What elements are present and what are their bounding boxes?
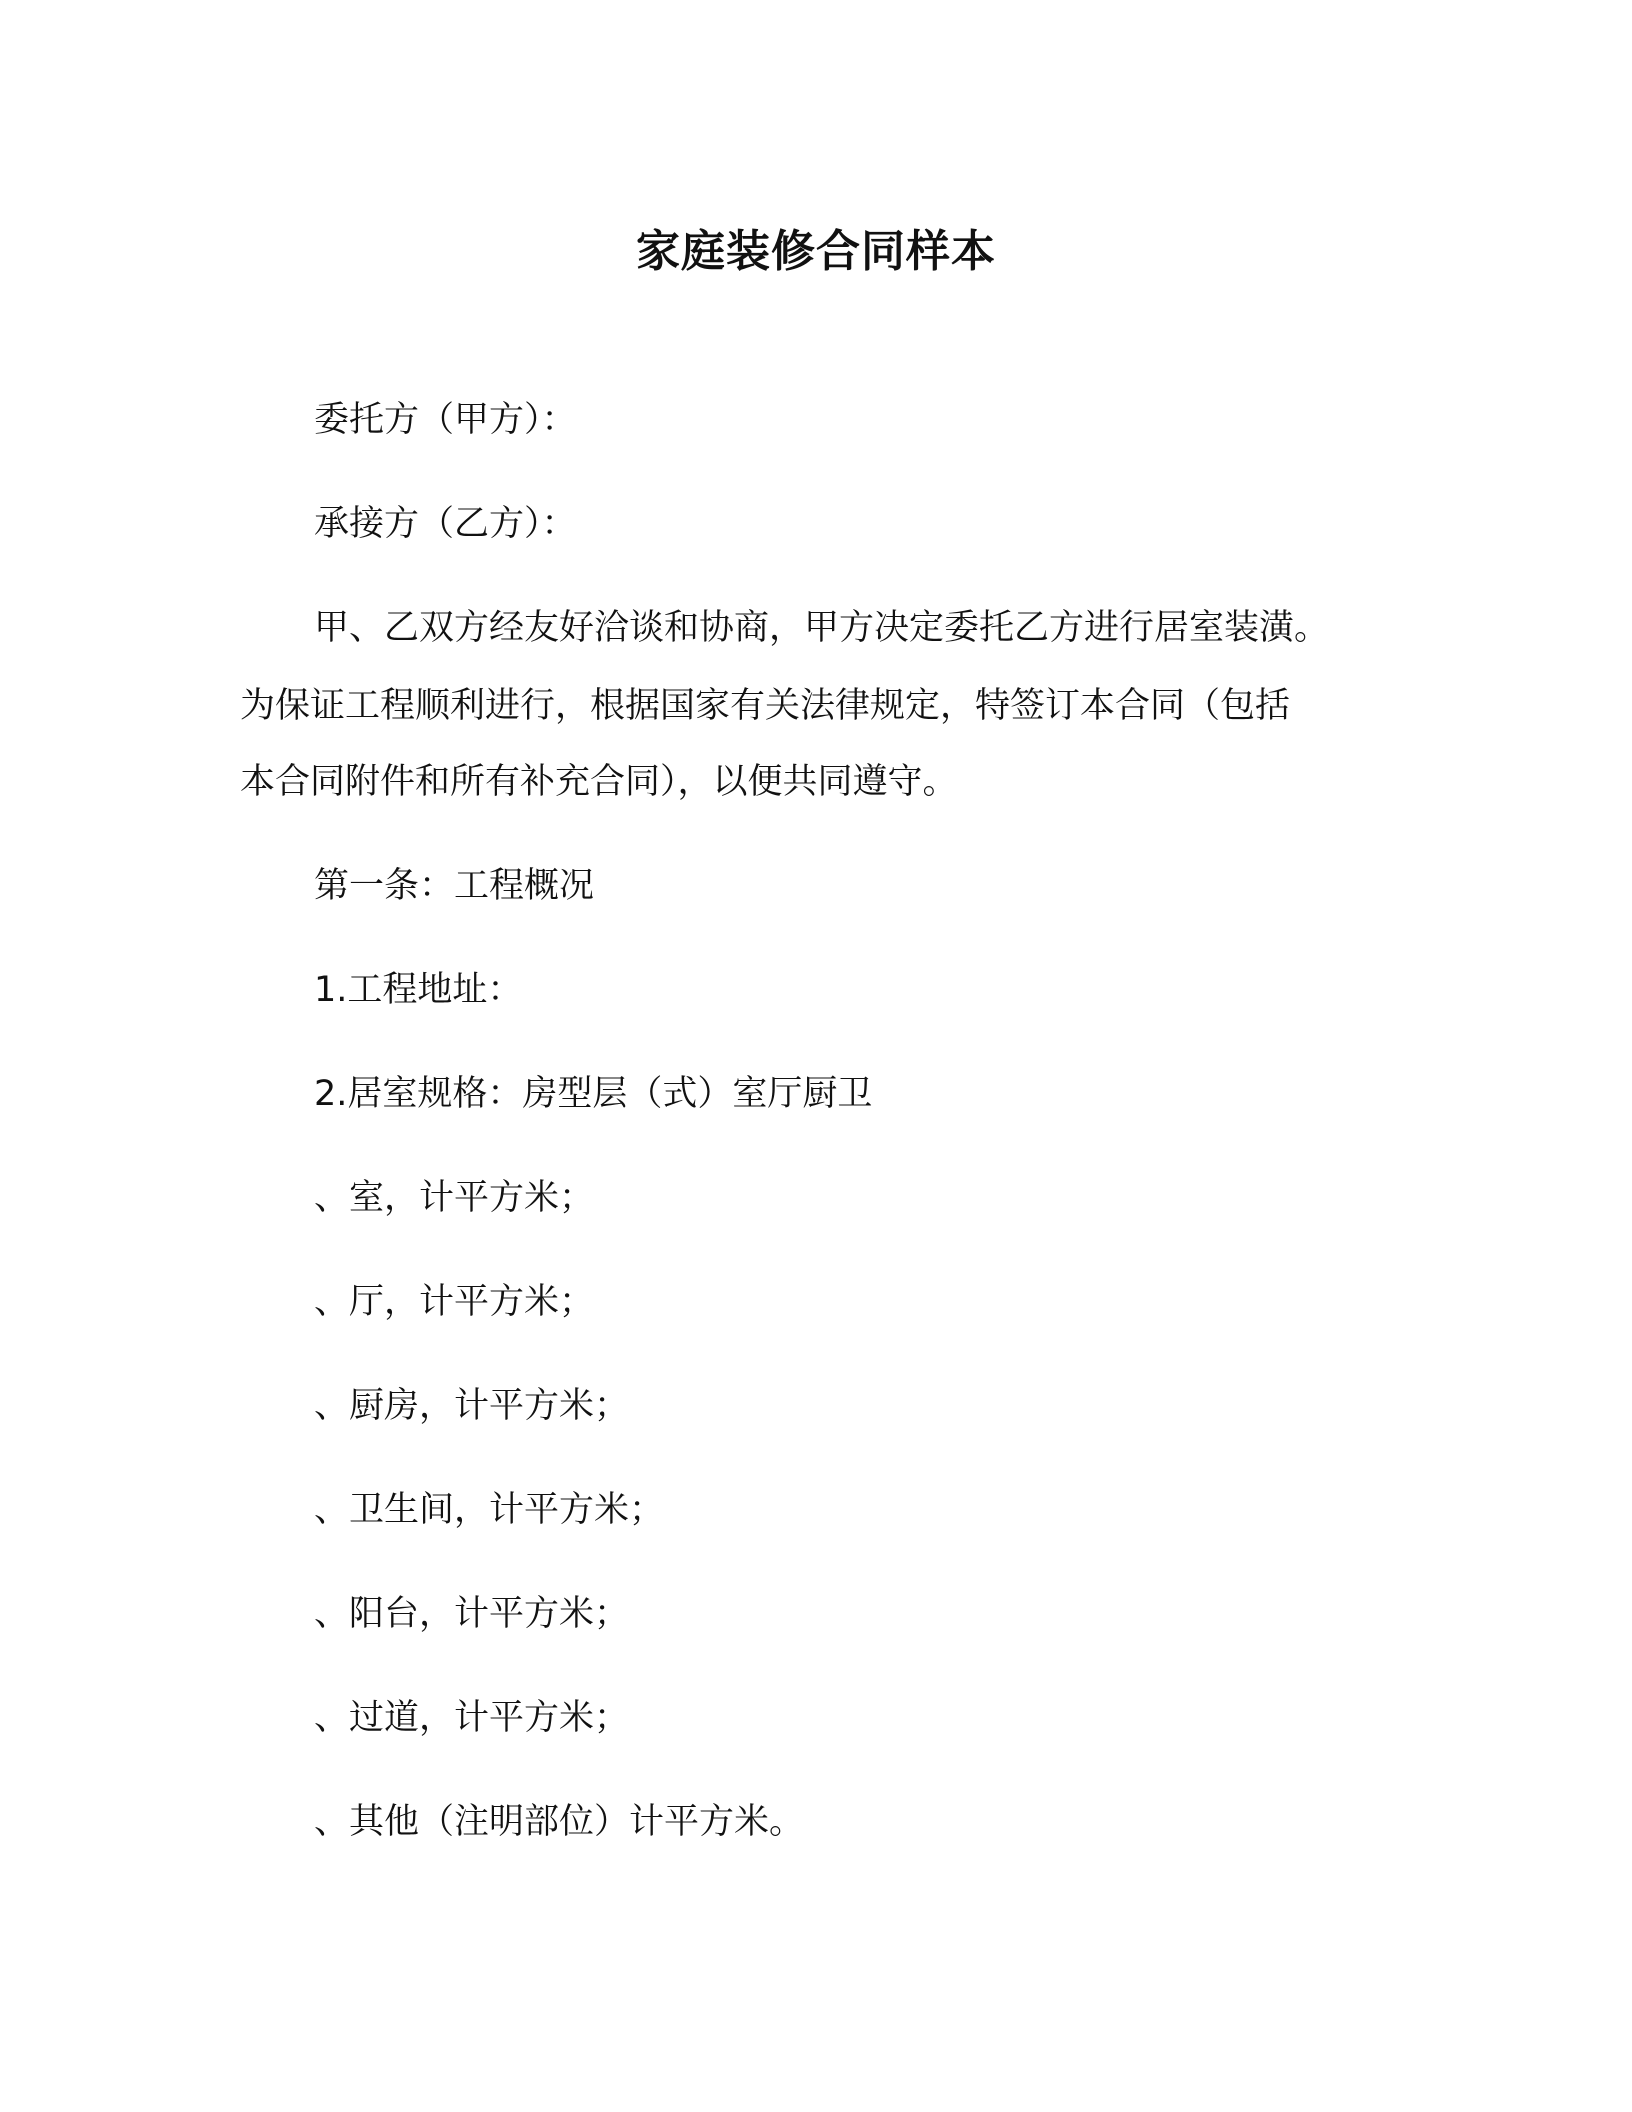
- preamble-line-3: 本合同附件和所有补充合同），以便共同遵守。: [240, 762, 958, 802]
- room-item-bedroom: 、室，计平方米；: [314, 1178, 595, 1218]
- room-item-corridor: 、过道，计平方米；: [314, 1698, 630, 1738]
- party-a-line: 委托方（甲方）：: [314, 400, 577, 440]
- room-item-other: 、其他（注明部位）计平方米。: [314, 1802, 805, 1842]
- room-item-balcony: 、阳台，计平方米；: [314, 1594, 630, 1634]
- room-item-kitchen: 、厨房，计平方米；: [314, 1386, 630, 1426]
- party-b-line: 承接方（乙方）：: [314, 504, 577, 544]
- document-title: 家庭装修合同样本: [636, 226, 996, 277]
- room-item-hall: 、厅，计平方米；: [314, 1282, 595, 1322]
- project-address-line: 1.工程地址：: [314, 970, 523, 1010]
- preamble-line-1: 甲、乙双方经友好洽谈和协商，甲方决定委托乙方进行居室装潢。: [314, 608, 1330, 648]
- room-spec-line: 2.居室规格：房型层（式）室厅厨卫: [314, 1074, 873, 1114]
- room-item-bathroom: 、卫生间，计平方米；: [314, 1490, 665, 1530]
- preamble-line-2: 为保证工程顺利进行，根据国家有关法律规定，特签订本合同（包括: [240, 686, 1291, 726]
- article-1-heading: 第一条：工程概况: [314, 866, 595, 906]
